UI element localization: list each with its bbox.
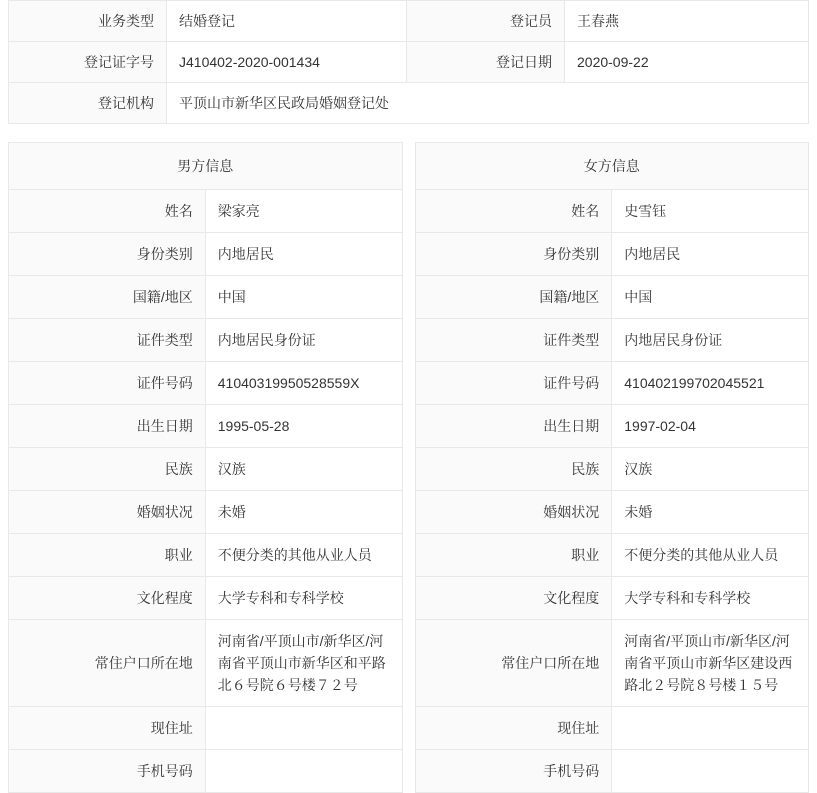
table-row (9, 190, 403, 233)
male-label-name: 姓名 (9, 190, 206, 233)
female-label-id-type: 证件类型 (415, 319, 612, 362)
table-row (415, 577, 809, 620)
male-label-identity-category: 身份类别 (9, 233, 206, 276)
female-value-id-number: 410402199702045521 (612, 362, 809, 405)
table-row (9, 42, 809, 83)
male-label-id-type: 证件类型 (9, 319, 206, 362)
table-row (9, 276, 403, 319)
male-label-birth-date: 出生日期 (9, 405, 206, 448)
male-value-nationality: 中国 (205, 276, 402, 319)
table-row (415, 405, 809, 448)
table-row (9, 362, 403, 405)
table-row (9, 143, 403, 190)
summary-value-registrar: 王春燕 (565, 1, 809, 42)
male-panel-title: 男方信息 (9, 143, 403, 190)
female-label-nationality: 国籍/地区 (415, 276, 612, 319)
summary-value-registration-office: 平顶山市新华区民政局婚姻登记处 (167, 83, 809, 124)
summary-label-business-type: 业务类型 (9, 1, 167, 42)
female-info-table (415, 142, 810, 793)
table-row (415, 491, 809, 534)
female-label-household-address: 常住户口所在地 (415, 620, 612, 707)
summary-label-registration-date: 登记日期 (407, 42, 565, 83)
female-value-occupation: 不便分类的其他从业人员 (612, 534, 809, 577)
female-value-current-address (612, 707, 809, 750)
female-panel-title: 女方信息 (415, 143, 809, 190)
table-row (415, 233, 809, 276)
female-label-id-number: 证件号码 (415, 362, 612, 405)
table-row (9, 750, 403, 793)
male-value-current-address (205, 707, 402, 750)
male-value-birth-date: 1995-05-28 (205, 405, 402, 448)
table-row (9, 1, 809, 42)
summary-label-certificate-number: 登记证字号 (9, 42, 167, 83)
summary-value-certificate-number: J410402-2020-001434 (167, 42, 407, 83)
male-label-mobile-number: 手机号码 (9, 750, 206, 793)
male-value-name: 梁家亮 (205, 190, 402, 233)
table-row (9, 620, 403, 707)
male-label-current-address: 现住址 (9, 707, 206, 750)
female-value-ethnicity: 汉族 (612, 448, 809, 491)
male-value-marital-status: 未婚 (205, 491, 402, 534)
table-row (415, 448, 809, 491)
female-value-household-address: 河南省/平顶山市/新华区/河南省平顶山市新华区建设西路北２号院８号楼１５号 (612, 620, 809, 707)
person-panels (8, 142, 809, 793)
table-row (415, 190, 809, 233)
female-label-ethnicity: 民族 (415, 448, 612, 491)
table-row (9, 448, 403, 491)
table-row (415, 620, 809, 707)
table-row (415, 362, 809, 405)
female-label-occupation: 职业 (415, 534, 612, 577)
summary-table (8, 0, 809, 124)
male-value-id-number: 41040319950528559X (205, 362, 402, 405)
male-value-education: 大学专科和专科学校 (205, 577, 402, 620)
table-row (9, 707, 403, 750)
male-panel (8, 142, 403, 793)
table-row (415, 276, 809, 319)
female-value-education: 大学专科和专科学校 (612, 577, 809, 620)
table-row (9, 319, 403, 362)
table-row (9, 534, 403, 577)
female-label-education: 文化程度 (415, 577, 612, 620)
table-row (415, 143, 809, 190)
female-value-identity-category: 内地居民 (612, 233, 809, 276)
male-label-household-address: 常住户口所在地 (9, 620, 206, 707)
table-row (9, 83, 809, 124)
table-row (415, 534, 809, 577)
table-row (9, 491, 403, 534)
male-value-id-type: 内地居民身份证 (205, 319, 402, 362)
female-label-birth-date: 出生日期 (415, 405, 612, 448)
female-value-name: 史雪钰 (612, 190, 809, 233)
female-value-mobile-number (612, 750, 809, 793)
male-label-id-number: 证件号码 (9, 362, 206, 405)
table-row (415, 707, 809, 750)
male-value-identity-category: 内地居民 (205, 233, 402, 276)
female-label-name: 姓名 (415, 190, 612, 233)
summary-value-registration-date: 2020-09-22 (565, 42, 809, 83)
table-row (9, 233, 403, 276)
male-value-household-address: 河南省/平顶山市/新华区/河南省平顶山市新华区和平路北６号院６号楼７２号 (205, 620, 402, 707)
table-row (9, 577, 403, 620)
female-panel (415, 142, 810, 793)
male-info-table (8, 142, 403, 793)
table-row (415, 319, 809, 362)
male-value-mobile-number (205, 750, 402, 793)
summary-value-business-type: 结婚登记 (167, 1, 407, 42)
female-label-mobile-number: 手机号码 (415, 750, 612, 793)
male-label-nationality: 国籍/地区 (9, 276, 206, 319)
female-value-birth-date: 1997-02-04 (612, 405, 809, 448)
summary-label-registrar: 登记员 (407, 1, 565, 42)
female-value-marital-status: 未婚 (612, 491, 809, 534)
male-value-ethnicity: 汉族 (205, 448, 402, 491)
summary-section (8, 0, 809, 124)
male-label-occupation: 职业 (9, 534, 206, 577)
female-label-marital-status: 婚姻状况 (415, 491, 612, 534)
summary-label-registration-office: 登记机构 (9, 83, 167, 124)
male-value-occupation: 不便分类的其他从业人员 (205, 534, 402, 577)
table-row (415, 750, 809, 793)
female-label-identity-category: 身份类别 (415, 233, 612, 276)
female-value-nationality: 中国 (612, 276, 809, 319)
table-row (9, 405, 403, 448)
male-label-marital-status: 婚姻状况 (9, 491, 206, 534)
male-label-education: 文化程度 (9, 577, 206, 620)
female-value-id-type: 内地居民身份证 (612, 319, 809, 362)
female-label-current-address: 现住址 (415, 707, 612, 750)
male-label-ethnicity: 民族 (9, 448, 206, 491)
